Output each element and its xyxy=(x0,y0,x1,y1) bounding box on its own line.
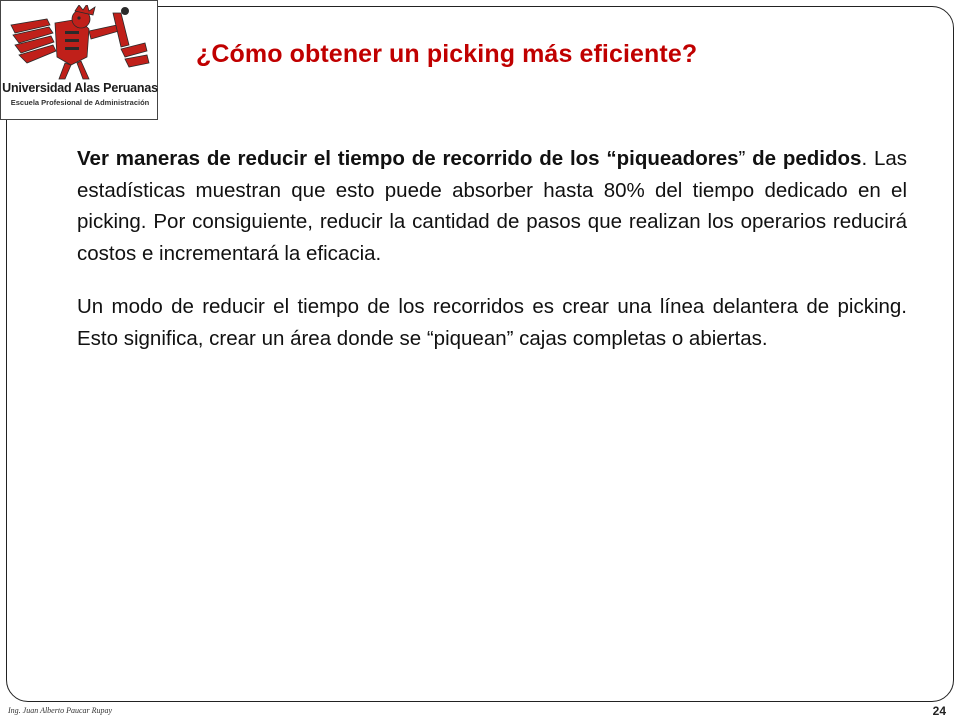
author-credit: Ing. Juan Alberto Paucar Rupay xyxy=(8,706,113,715)
paragraph-picking-travel xyxy=(77,143,907,269)
paragraph-quote-close: ” xyxy=(738,147,746,170)
paragraph-body-text: . Las estadísticas muestran que esto puede absorber hasta 80% del tiempo dedicado en el picking. Por consiguiente, reducir la cantidad de pasos que realizan los operarios reducirá costos e incrementará la eficacia. xyxy=(77,147,907,265)
paragraph-bold-lead: Ver maneras de reducir el tiempo de recorrido de los “piqueadores xyxy=(77,147,739,170)
paragraph-front-line-picking: Un modo de reducir el tiempo de los recorridos es crear una línea delantera de picking. Esto significa, crear un área donde se “piquean” cajas completas o abiertas. xyxy=(77,295,907,350)
school-name: Escuela Profesional de Administración xyxy=(10,98,150,107)
university-name: Universidad Alas Peruanas xyxy=(2,81,158,95)
slide-title: ¿Cómo obtener un picking más eficiente? xyxy=(196,40,698,68)
paragraph-bold-tail: de pedidos xyxy=(745,147,862,170)
page-number: 24 xyxy=(932,704,946,718)
slide-content xyxy=(77,143,907,376)
university-logo xyxy=(0,0,158,120)
bird-warrior-emblem-icon xyxy=(9,5,151,81)
